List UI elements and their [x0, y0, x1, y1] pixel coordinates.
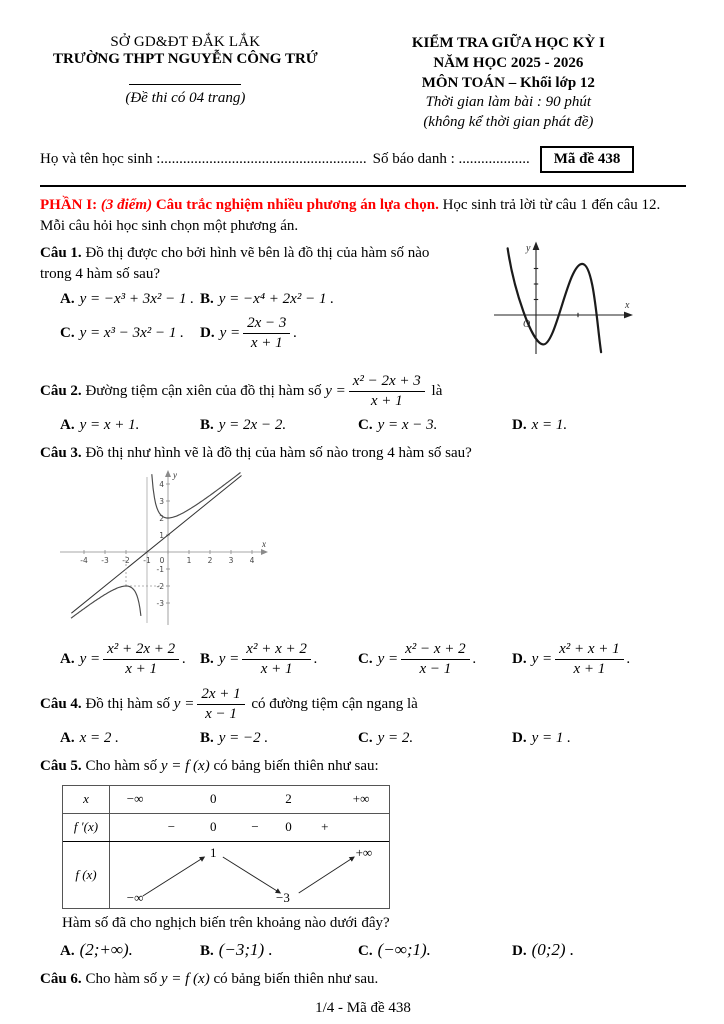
exam-title: KIỂM TRA GIỮA HỌC KỲ I — [411, 35, 605, 51]
part1-title: Câu trắc nghiệm nhiều phương án lựa chọn. — [155, 197, 439, 214]
question-4-number: Câu 4. — [40, 695, 82, 712]
option-5C: C. (−∞;1). — [358, 940, 431, 960]
q1-graph-svg — [486, 239, 646, 359]
question-1 — [40, 243, 686, 366]
option-2B: B. y = 2x − 2. — [200, 417, 287, 434]
svg-text:O: O — [523, 318, 531, 330]
svg-text:0: 0 — [159, 556, 165, 566]
bbt-x-row: x −∞ 0 2 +∞ — [63, 786, 389, 814]
option-4C: C. y = 2. — [358, 730, 414, 747]
question-5-options — [60, 938, 686, 962]
option-3C: C. y = $\frac{\text{x² − x + 2}}{x - 1}$ . — [358, 641, 477, 678]
part1-points: (3 điểm) — [100, 197, 153, 214]
question-5-formula: y = f (x) — [160, 757, 210, 774]
question-1-options-row-1 — [60, 289, 456, 310]
student-name-blank: Họ và tên học sinh :....................................................... — [40, 151, 367, 168]
part1-instruction: Học sinh trả lời từ câu 1 đến câu 12. Mỗi câu hỏi học sinh chọn một phương án. — [40, 197, 661, 234]
option-1B: B. y = −x⁴ + 2x² − 1 . — [200, 291, 334, 308]
question-2-options — [60, 415, 686, 436]
part1-heading — [40, 195, 686, 236]
part1-label: PHẦN I: — [40, 197, 98, 214]
question-2-formula: y = $\frac{\text{x² − 2x + 3}}{x + 1}$ — [325, 383, 428, 399]
question-2 — [40, 373, 686, 436]
page-footer: 1/4 - Mã đề 438 — [315, 999, 411, 1016]
school-name: TRƯỜNG THPT NGUYỄN CÔNG TRỨ — [52, 51, 318, 67]
question-1-text: Câu 1. Đồ thị được cho bởi hình vẽ bên là đồ thị của hàm số nào trong 4 hàm số sau? — [40, 244, 430, 282]
option-3D: D. y = $\frac{\text{x² + x + 1}}{x + 1}$ . — [512, 641, 631, 678]
option-5A: A. (2;+∞). — [60, 940, 133, 960]
svg-text:3: 3 — [228, 556, 234, 566]
q5-variation-table — [62, 785, 390, 909]
option-1A: A. y = −x³ + 3x² − 1 . — [60, 291, 195, 308]
department-name: SỞ GD&ĐT ĐẮK LẮK — [110, 34, 261, 50]
svg-text:1: 1 — [159, 531, 164, 541]
subject-grade: MÔN TOÁN – Khối lớp 12 — [421, 74, 595, 91]
header-divider-line — [129, 84, 241, 85]
svg-text:-3: -3 — [101, 556, 109, 566]
question-5-number: Câu 5. — [40, 757, 82, 774]
svg-text:4: 4 — [249, 556, 255, 566]
question-1-options-row-2 — [60, 315, 456, 353]
svg-text:-1: -1 — [143, 556, 151, 566]
q3-graph-svg — [56, 467, 271, 629]
option-5B: B. (−3;1) . — [200, 940, 273, 960]
svg-text:-2: -2 — [156, 582, 164, 592]
question-2-text: Câu 2. Đường tiệm cận xiên của đồ thị hàm số y = $\frac{\text{x² − 2x + 3}}{x + 1}$ là — [40, 372, 443, 409]
svg-text:1: 1 — [186, 556, 192, 566]
header-left — [40, 34, 331, 132]
section-divider — [40, 185, 686, 187]
svg-text:-4: -4 — [80, 556, 88, 566]
svg-text:3: 3 — [159, 497, 164, 507]
question-1-figure — [456, 239, 686, 366]
option-4A: A. x = 2 . — [60, 730, 119, 747]
option-5D: D. (0;2) . — [512, 940, 575, 960]
question-3-options — [60, 641, 686, 679]
option-1D: D. y = $\frac{2x - 3}{x + 1}$ . — [200, 314, 298, 352]
option-3B: B. y = $\frac{\text{x² + x + 2}}{x + 1}$ . — [200, 641, 318, 678]
svg-text:x: x — [262, 539, 266, 550]
header — [40, 34, 686, 132]
time-note: (không kể thời gian phát đề) — [423, 113, 594, 130]
question-3-figure — [56, 467, 686, 636]
question-4-formula: y = $\frac{2x + 1}{x - 1}$ — [174, 696, 248, 712]
student-info-row — [40, 146, 686, 173]
question-3-text: Câu 3. Đồ thị như hình vẽ là đồ thị của hàm số nào trong 4 hàm số sau? — [40, 444, 472, 461]
question-6: Câu 6. Cho hàm số y = f (x) có bảng biến thiên như sau. — [40, 970, 379, 987]
option-3A: A. y = $\frac{\text{x² + 2x + 2}}{x + 1}$ . — [60, 641, 186, 678]
question-3-number: Câu 3. — [40, 444, 82, 461]
svg-text:4: 4 — [159, 480, 164, 490]
option-2A: A. y = x + 1. — [60, 417, 140, 434]
question-5-prompt: Hàm số đã cho nghịch biến trên khoảng nào dưới đây? — [62, 914, 390, 931]
option-1D-fraction: $\frac{2x - 3}{x + 1}$ — [243, 315, 290, 353]
student-number-blank: Số báo danh : ................... — [372, 151, 530, 168]
question-3 — [40, 443, 686, 679]
exam-code-badge: Mã đề 438 — [540, 146, 635, 173]
question-6-formula: y = f (x) — [160, 970, 210, 987]
bbt-f-row: f (x) 1 +∞ −∞ −3 — [63, 842, 389, 908]
question-4-text: Câu 4. Đồ thị hàm số y = $\frac{2x + 1}{x - 1}$ có đường tiệm cận ngang là — [40, 685, 418, 722]
svg-text:-1: -1 — [156, 565, 164, 575]
question-5 — [40, 756, 686, 962]
question-6-number: Câu 6. — [40, 970, 82, 987]
option-1C: C. y = x³ − 3x² − 1 . — [60, 325, 184, 342]
svg-text:-2: -2 — [122, 556, 130, 566]
svg-text:y: y — [173, 470, 177, 481]
question-4-options — [60, 728, 686, 749]
svg-text:-3: -3 — [156, 599, 164, 609]
svg-text:y: y — [526, 242, 531, 254]
question-5-text: Câu 5. Cho hàm số y = f (x) có bảng biến thiên như sau: — [40, 757, 379, 774]
bbt-fprime-row: f ′(x) − 0 − 0 + — [63, 814, 389, 842]
question-4 — [40, 686, 686, 749]
option-2C: C. y = x − 3. — [358, 417, 438, 434]
question-2-number: Câu 2. — [40, 382, 82, 399]
option-4D: D. y = 1 . — [512, 730, 571, 747]
option-4B: B. y = −2 . — [200, 730, 269, 747]
svg-text:2: 2 — [159, 514, 164, 524]
pages-note: (Đề thi có 04 trang) — [125, 90, 246, 106]
option-2D: D. x = 1. — [512, 417, 568, 434]
school-year: NĂM HỌC 2025 - 2026 — [433, 54, 584, 71]
q5-bbt-arrows — [110, 842, 389, 908]
header-right — [331, 34, 686, 132]
svg-text:x: x — [625, 299, 630, 311]
svg-text:2: 2 — [207, 556, 213, 566]
question-1-number: Câu 1. — [40, 244, 82, 261]
time-limit: Thời gian làm bài : 90 phút — [425, 94, 592, 111]
